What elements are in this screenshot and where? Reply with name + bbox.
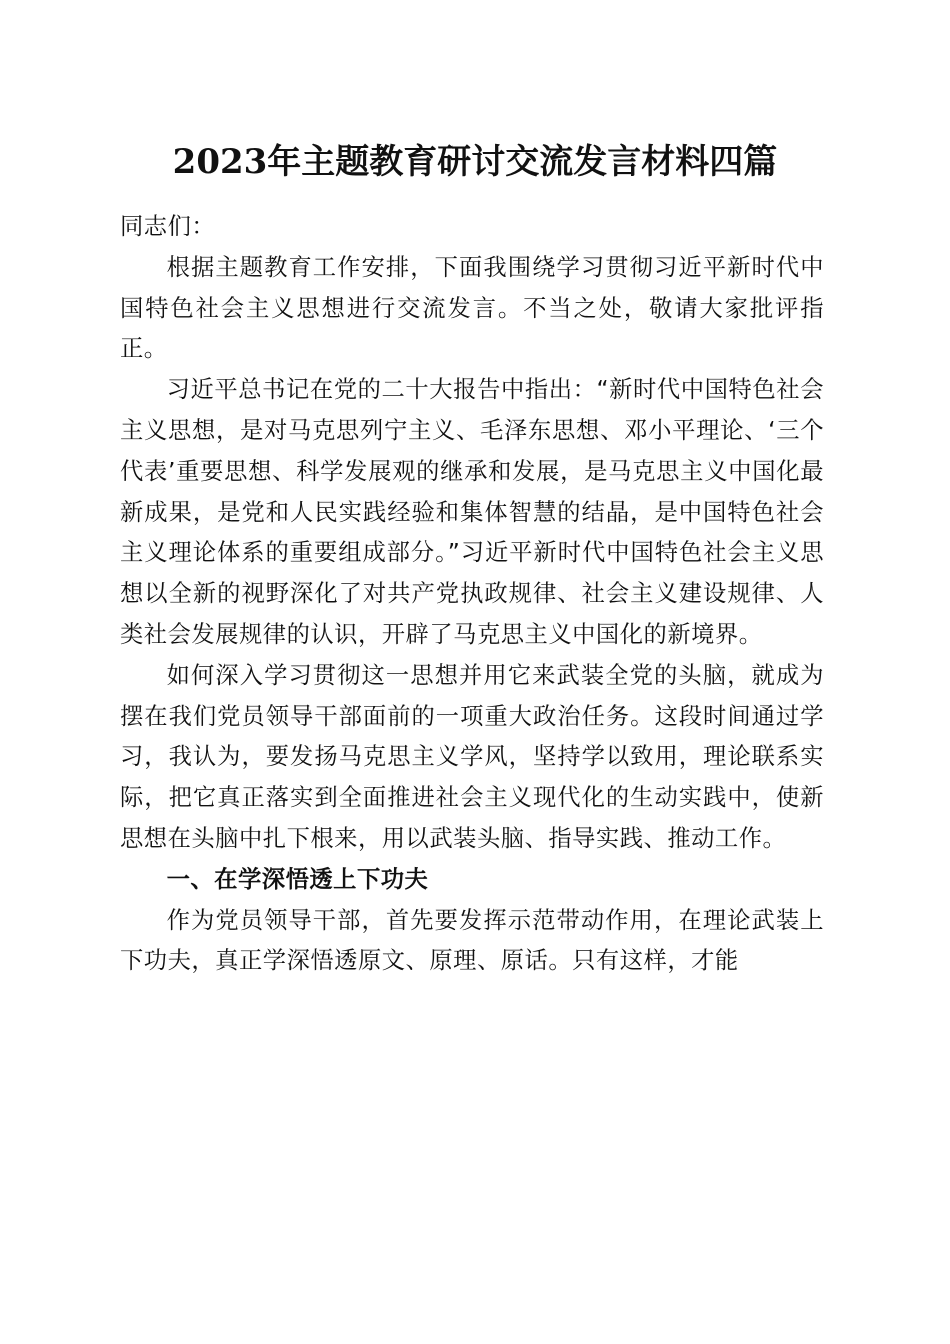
paragraph-intro: 根据主题教育工作安排，下面我围绕学习贯彻习近平新时代中国特色社会主义思想进行交流发言。不当之处，敬请大家批评指正。 bbox=[120, 253, 824, 363]
document-body bbox=[120, 207, 824, 982]
paragraph-quote: 习近平总书记在党的二十大报告中指出：“新时代中国特色社会主义思想，是对马克思列宁主义、毛泽东思想、邓小平理论、‘三个代表’重要思想、科学发展观的继承和发展，是马克思主义中国化最新成果，是党和人民实践经验和集体智慧的结晶，是中国特色社会主义理论体系的重要组成部分。”习近平新时代中国特色社会主义思想以全新的视野深化了对共产党执政规律、社会主义建设规律、人类社会发展规律的认识，开辟了马克思主义中国化的新境界。 bbox=[120, 376, 824, 648]
paragraph-task: 如何深入学习贯彻这一思想并用它来武装全党的头脑，就成为摆在我们党员领导干部面前的一项重大政治任务。这段时间通过学习，我认为，要发扬马克思主义学风，坚持学以致用，理论联系实际，把它真正落实到全面推进社会主义现代化的生动实践中，使新思想在头脑中扎下根来，用以武装头脑、指导实践、推动工作。 bbox=[120, 661, 824, 852]
section-heading-1: 一、在学深悟透上下功夫 bbox=[166, 865, 429, 893]
salutation: 同志们： bbox=[120, 213, 216, 240]
paragraph-section-1: 作为党员领导干部，首先要发挥示范带动作用，在理论武装上下功夫，真正学深悟透原文、原理、原话。只有这样，才能 bbox=[120, 906, 824, 975]
document-title: 2023年主题教育研讨交流发言材料四篇 bbox=[172, 142, 778, 182]
